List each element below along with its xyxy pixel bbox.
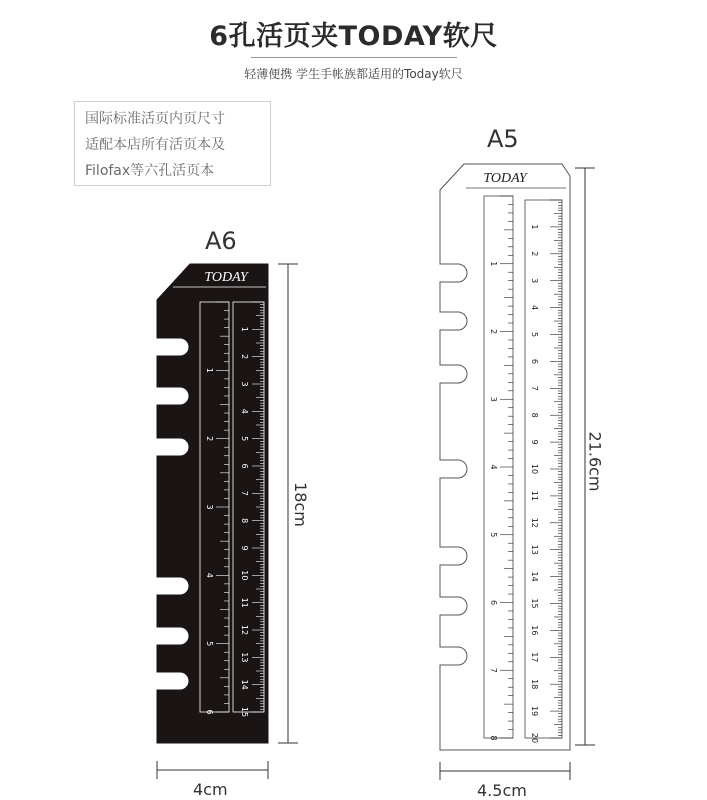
a6-cm-label: 12 bbox=[240, 624, 249, 636]
note-line-2: 适配本店所有活页本及 bbox=[85, 137, 225, 153]
a5-cm-label: 5 bbox=[530, 331, 539, 338]
a6-inch-label: 5 bbox=[205, 641, 214, 647]
a6-cm-label: 2 bbox=[240, 354, 249, 360]
a5-height-label: 21.6cm bbox=[585, 431, 605, 492]
a5-inch-label: 2 bbox=[489, 328, 498, 335]
a5-cm-label: 7 bbox=[530, 385, 539, 391]
a5-cm-label: 9 bbox=[530, 439, 539, 445]
a6-ruler bbox=[157, 264, 268, 743]
a5-ruler bbox=[440, 164, 570, 750]
a5-ruler-body bbox=[440, 164, 570, 750]
page-subtitle: 轻薄便携 学生手帐族都适用的Today软尺 bbox=[244, 67, 463, 81]
a5-cm-label: 8 bbox=[530, 412, 539, 418]
a5-cm-label: 1 bbox=[530, 224, 539, 230]
a6-inch-label: 2 bbox=[205, 436, 214, 442]
a6-cm-label: 9 bbox=[240, 545, 249, 551]
a6-cm-label: 15 bbox=[240, 706, 249, 718]
a5-cm-label: 20 bbox=[530, 732, 539, 744]
a5-cm-label: 15 bbox=[530, 598, 539, 609]
a6-size-label: A6 bbox=[205, 227, 237, 255]
a6-cm-label: 5 bbox=[240, 436, 249, 442]
page-title: 6孔活页夹TODAY软尺 bbox=[209, 21, 498, 52]
a6-height-label: 18cm bbox=[290, 482, 310, 527]
a5-width-label: 4.5cm bbox=[477, 781, 527, 800]
a6-cm-label: 13 bbox=[240, 652, 249, 663]
a6-cm-label: 3 bbox=[240, 381, 249, 387]
a5-cm-label: 19 bbox=[530, 706, 539, 717]
a6-cm-label: 1 bbox=[240, 326, 249, 332]
a5-inch-label: 4 bbox=[489, 464, 498, 470]
a5-inch-label: 1 bbox=[489, 261, 498, 267]
a5-cm-label: 17 bbox=[530, 652, 539, 663]
a5-inch-label: 5 bbox=[489, 532, 498, 538]
note-line-1: 国际标准活页内页尺寸 bbox=[85, 111, 225, 127]
a5-cm-label: 12 bbox=[530, 517, 539, 528]
a6-width-dimension bbox=[157, 761, 268, 779]
a5-inch-label: 6 bbox=[489, 599, 498, 606]
a5-cm-label: 4 bbox=[530, 305, 539, 311]
a5-size-label: A5 bbox=[487, 125, 519, 153]
a5-inch-label: 8 bbox=[489, 735, 498, 741]
a5-inch-label: 3 bbox=[489, 396, 498, 402]
a5-cm-label: 16 bbox=[530, 625, 539, 636]
a6-cm-label: 14 bbox=[240, 679, 249, 690]
a6-inch-label: 3 bbox=[205, 504, 214, 510]
a5-inch-label: 7 bbox=[489, 667, 498, 673]
a5-cm-label: 13 bbox=[530, 544, 539, 555]
a6-width-label: 4cm bbox=[193, 780, 228, 799]
note-line-3: Filofax等六孔活页本 bbox=[85, 163, 215, 179]
a5-brand-text: TODAY bbox=[483, 171, 527, 186]
a5-width-dimension bbox=[440, 762, 570, 780]
a6-inch-label: 6 bbox=[205, 709, 214, 715]
a5-cm-label: 10 bbox=[530, 463, 539, 475]
a5-cm-label: 3 bbox=[530, 278, 539, 284]
a6-cm-label: 8 bbox=[240, 518, 249, 524]
a5-cm-label: 2 bbox=[530, 251, 539, 257]
a5-cm-label: 6 bbox=[530, 358, 539, 364]
a6-cm-label: 7 bbox=[240, 490, 249, 496]
a6-cm-label: 4 bbox=[240, 408, 249, 414]
a5-cm-label: 14 bbox=[530, 571, 539, 582]
a5-cm-label: 18 bbox=[530, 679, 539, 690]
a6-cm-label: 10 bbox=[240, 570, 249, 581]
a5-cm-label: 11 bbox=[530, 490, 539, 501]
a6-inch-label: 1 bbox=[205, 367, 214, 373]
a6-inch-label: 4 bbox=[205, 572, 214, 578]
a6-brand-text: TODAY bbox=[204, 270, 248, 285]
a6-cm-label: 6 bbox=[240, 463, 249, 469]
a6-cm-label: 11 bbox=[240, 597, 249, 608]
